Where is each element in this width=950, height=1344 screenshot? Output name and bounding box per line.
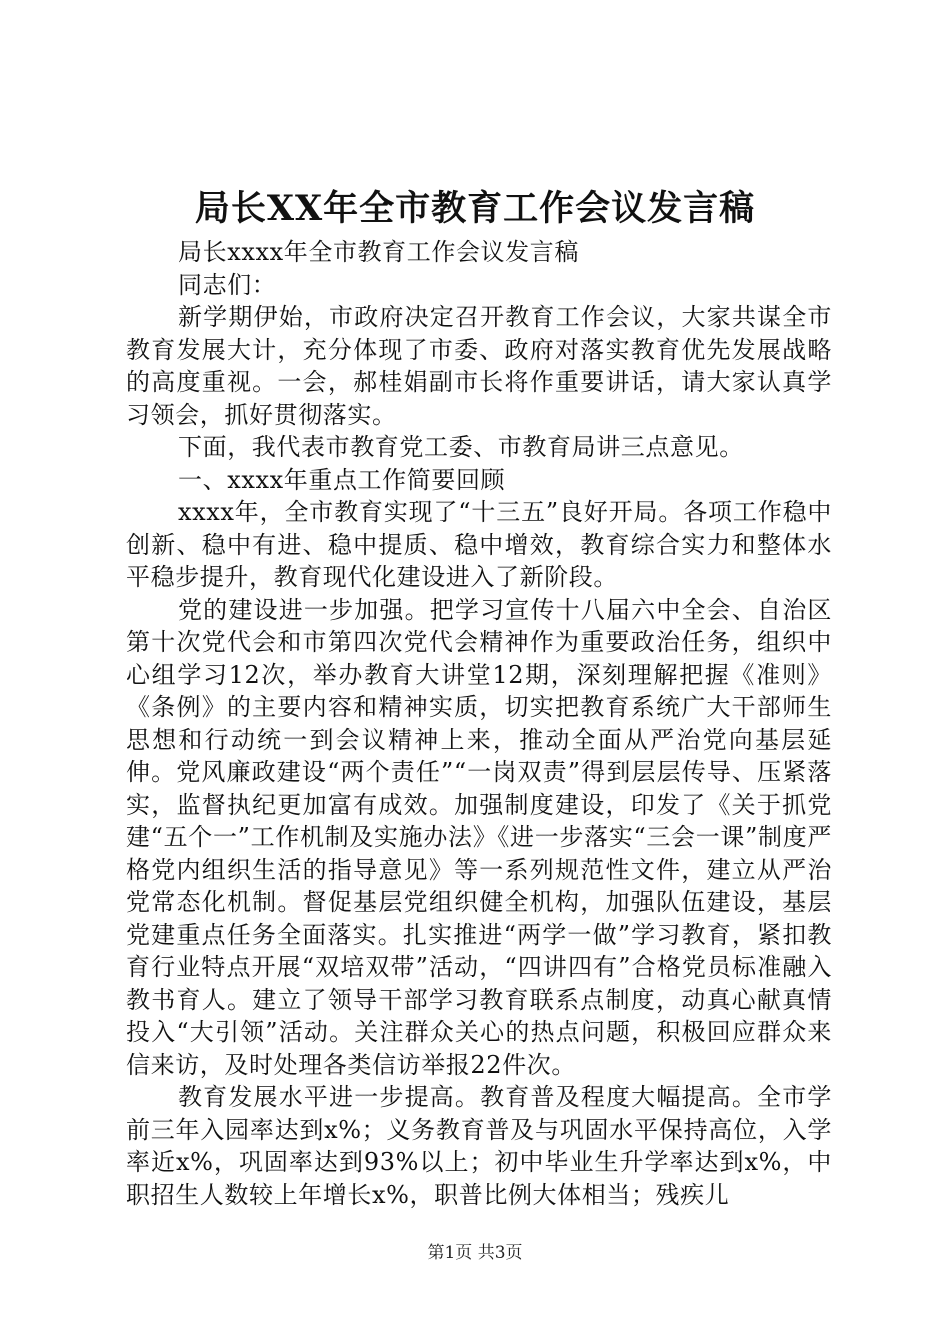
- page-footer: 第1页 共3页: [427, 1243, 523, 1263]
- subtitle-paragraph: 局长xxxx年全市教育工作会议发言稿: [178, 238, 579, 266]
- document-body: [126, 236, 832, 1211]
- salutation-paragraph: 同志们：: [178, 270, 277, 299]
- document-title: 局长XX年全市教育工作会议发言稿: [194, 188, 756, 229]
- body-paragraph: 党的建设进一步加强。把学习宣传十八届六中全会、自治区第十次党代会和市第四次党代会精神作为重要政治任务，组织中心组学习12次，举办教育大讲堂12期，深刻理解把握《准则》《条例》的主要内容和精神实质，切实把教育系统广大干部师生思想和行动统一到会议精神上来，推动全面从严治党向基层延伸。党风廉政建设“两个责任”“一岗双责”得到层层传导、压紧落实，监督执纪更加富有成效。加强制度建设，印发了《关于抓党建“五个一”工作机制及实施办法》《进一步落实“三会一课”制度严格党内组织生活的指导意见》等一系列规范性文件，建立从严治党常态化机制。督促基层党组织健全机构，加强队伍建设，基层党建重点任务全面落实。扎实推进“两学一做”学习教育，紧扣教育行业特点开展“双培双带”活动，“四讲四有”合格党员标准融入教书育人。建立了领导干部学习教育联系点制度，动真心献真情投入“大引领”活动。关注群众关心的热点问题，积极回应群众来信来访，及时处理各类信访举报22件次。: [126, 595, 832, 1079]
- body-paragraph: 下面，我代表市教育党工委、市教育局讲三点意见。: [178, 433, 744, 461]
- section-heading: 一、xxxx年重点工作简要回顾: [178, 465, 506, 494]
- body-paragraph: xxxx年，全市教育实现了“十三五”良好开局。各项工作稳中创新、稳中有进、稳中提质、稳中增效，教育综合实力和整体水平稳步提升，教育现代化建设进入了新阶段。: [126, 498, 832, 591]
- body-paragraph: 教育发展水平进一步提高。教育普及程度大幅提高。全市学前三年入园率达到x%；义务教育普及与巩固水平保持高位，入学率近x%，巩固率达到93%以上；初中毕业生升学率达到x%，中职招生人数较上年增长x%，职普比例大体相当；残疾儿: [126, 1083, 832, 1209]
- body-paragraph: 新学期伊始，市政府决定召开教育工作会议，大家共谋全市教育发展大计，充分体现了市委、政府对落实教育优先发展战略的高度重视。一会，郝桂娟副市长将作重要讲话，请大家认真学习领会，抓好贯彻落实。: [126, 303, 832, 429]
